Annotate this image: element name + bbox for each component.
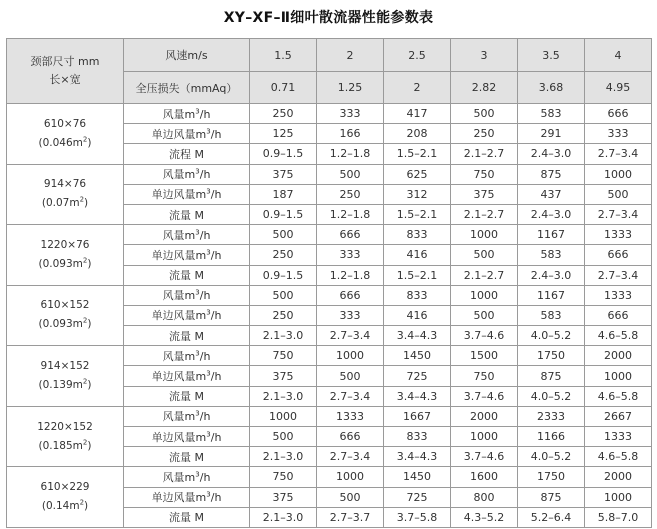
metric-label-main: 流量 M <box>169 329 204 343</box>
metric-label-main: 风量m <box>162 168 196 182</box>
value-cell: 3.7–5.8 <box>384 507 451 527</box>
metric-label-main: 单边风量m <box>151 430 207 444</box>
value-cell: 291 <box>518 124 585 144</box>
corner-header-cell <box>7 39 124 104</box>
value-cell: 583 <box>518 245 585 265</box>
value-cell: 500 <box>317 487 384 507</box>
value-cell: 250 <box>250 104 317 124</box>
metric-label-main: 流量 M <box>169 450 204 464</box>
value-cell: 500 <box>250 427 317 447</box>
size-cell <box>7 164 124 225</box>
value-cell: 166 <box>317 124 384 144</box>
value-cell: 1.5–2.1 <box>384 144 451 164</box>
metric-label-sup: 3 <box>206 248 211 257</box>
value-cell: 1000 <box>451 225 518 245</box>
table-row <box>7 164 652 184</box>
value-cell: 625 <box>384 164 451 184</box>
value-cell: 1.5–2.1 <box>384 204 451 224</box>
metric-label-sup: 3 <box>206 308 211 317</box>
metric-label-tail: /h <box>199 228 211 242</box>
metric-label-cell <box>124 225 250 245</box>
value-cell: 1.2–1.8 <box>317 144 384 164</box>
value-cell: 0.9–1.5 <box>250 204 317 224</box>
airspeed-value-cell: 4 <box>585 39 652 72</box>
value-cell: 750 <box>451 366 518 386</box>
value-cell: 333 <box>317 245 384 265</box>
size-area-sup: 2 <box>79 195 85 204</box>
size-area-prefix: (0.139m <box>38 379 83 392</box>
airspeed-value-cell: 3 <box>451 39 518 72</box>
metric-label-sup: 3 <box>206 429 211 438</box>
metric-label-main: 流量 M <box>169 269 204 283</box>
metric-label-sup: 3 <box>195 167 200 176</box>
metric-label-cell <box>124 184 250 204</box>
value-cell: 250 <box>250 245 317 265</box>
value-cell: 333 <box>317 104 384 124</box>
value-cell: 1000 <box>451 427 518 447</box>
size-area-prefix: (0.093m <box>38 257 83 270</box>
value-cell: 1000 <box>250 406 317 426</box>
value-cell: 3.7–4.6 <box>451 326 518 346</box>
metric-label-sup: 3 <box>206 127 211 136</box>
value-cell: 833 <box>384 225 451 245</box>
pressure-label: 全压损失（mmAq） <box>124 72 250 104</box>
corner-header-line2: 长×宽 <box>49 73 81 86</box>
value-cell: 437 <box>518 184 585 204</box>
metric-label-main: 单边风量m <box>151 491 207 505</box>
value-cell: 1000 <box>317 467 384 487</box>
size-area <box>7 255 123 274</box>
value-cell: 1500 <box>451 346 518 366</box>
metric-label-tail: /h <box>199 107 211 121</box>
value-cell: 833 <box>384 285 451 305</box>
metric-label-sup: 3 <box>195 470 200 479</box>
value-cell: 1333 <box>585 427 652 447</box>
value-cell: 1333 <box>585 285 652 305</box>
value-cell: 312 <box>384 184 451 204</box>
value-cell: 1600 <box>451 467 518 487</box>
metric-label-cell <box>124 245 250 265</box>
pressure-value-cell: 0.71 <box>250 72 317 104</box>
value-cell: 4.0–5.2 <box>518 386 585 406</box>
value-cell: 375 <box>250 487 317 507</box>
value-cell: 1000 <box>451 285 518 305</box>
value-cell: 725 <box>384 366 451 386</box>
airspeed-value-cell: 1.5 <box>250 39 317 72</box>
pressure-value-cell: 2 <box>384 72 451 104</box>
value-cell: 3.7–4.6 <box>451 447 518 467</box>
size-cell <box>7 225 124 286</box>
value-cell: 583 <box>518 104 585 124</box>
airspeed-value-cell: 2 <box>317 39 384 72</box>
value-cell: 666 <box>585 305 652 325</box>
value-cell: 417 <box>384 104 451 124</box>
value-cell: 3.4–4.3 <box>384 447 451 467</box>
metric-label-cell <box>124 204 250 224</box>
metric-label-sup: 3 <box>195 409 200 418</box>
value-cell: 4.6–5.8 <box>585 386 652 406</box>
value-cell: 2.7–3.4 <box>317 386 384 406</box>
size-dimensions: 610×229 <box>40 481 90 494</box>
metric-label-main: 单边风量m <box>151 370 207 384</box>
value-cell: 1.2–1.8 <box>317 265 384 285</box>
metric-label-cell <box>124 305 250 325</box>
value-cell: 666 <box>317 427 384 447</box>
table-row <box>7 225 652 245</box>
table-row <box>7 406 652 426</box>
value-cell: 1.2–1.8 <box>317 204 384 224</box>
value-cell: 2.7–3.4 <box>317 447 384 467</box>
metric-label-tail: /h <box>210 188 222 202</box>
value-cell: 583 <box>518 305 585 325</box>
metric-label-tail: /h <box>199 289 211 303</box>
metric-label-main: 流程 M <box>169 147 204 161</box>
metric-label-sup: 3 <box>195 228 200 237</box>
value-cell: 1167 <box>518 285 585 305</box>
size-area-prefix: (0.093m <box>38 318 83 331</box>
metric-label-main: 风量m <box>162 410 196 424</box>
value-cell: 1166 <box>518 427 585 447</box>
size-area-prefix: (0.14m <box>41 500 80 513</box>
value-cell: 2.1–3.0 <box>250 386 317 406</box>
metric-label-main: 流量 M <box>169 511 204 525</box>
value-cell: 250 <box>250 305 317 325</box>
value-cell: 750 <box>451 164 518 184</box>
size-area-suffix: ) <box>84 500 89 513</box>
metric-label-cell <box>124 487 250 507</box>
value-cell: 2.7–3.4 <box>317 326 384 346</box>
metric-label-tail: /h <box>210 370 222 384</box>
size-area-sup: 2 <box>82 438 88 447</box>
value-cell: 666 <box>317 285 384 305</box>
value-cell: 3.4–4.3 <box>384 386 451 406</box>
value-cell: 208 <box>384 124 451 144</box>
value-cell: 0.9–1.5 <box>250 265 317 285</box>
value-cell: 3.4–4.3 <box>384 326 451 346</box>
value-cell: 666 <box>585 245 652 265</box>
value-cell: 333 <box>317 305 384 325</box>
size-area-suffix: ) <box>84 197 89 210</box>
value-cell: 375 <box>451 184 518 204</box>
metric-label-cell <box>124 467 250 487</box>
metric-label-tail: /h <box>199 349 211 363</box>
table-row <box>7 104 652 124</box>
value-cell: 1000 <box>585 487 652 507</box>
value-cell: 2000 <box>585 467 652 487</box>
table-row <box>7 467 652 487</box>
pressure-value-cell: 3.68 <box>518 72 585 104</box>
value-cell: 1667 <box>384 406 451 426</box>
size-cell <box>7 406 124 467</box>
value-cell: 800 <box>451 487 518 507</box>
value-cell: 833 <box>384 427 451 447</box>
metric-label-main: 单边风量m <box>151 127 207 141</box>
size-area-prefix: (0.046m <box>38 136 83 149</box>
metric-label-cell <box>124 386 250 406</box>
metric-label-tail: /h <box>210 430 222 444</box>
size-area-suffix: ) <box>87 136 92 149</box>
pressure-value-cell: 4.95 <box>585 72 652 104</box>
pressure-value-cell: 1.25 <box>317 72 384 104</box>
metric-label-cell <box>124 285 250 305</box>
value-cell: 333 <box>585 124 652 144</box>
size-area-sup: 2 <box>82 377 88 386</box>
metric-label-tail: /h <box>210 248 222 262</box>
value-cell: 416 <box>384 245 451 265</box>
metric-label-tail: /h <box>199 168 211 182</box>
size-area-sup: 2 <box>82 135 88 144</box>
size-area-sup: 2 <box>82 316 88 325</box>
value-cell: 2000 <box>451 406 518 426</box>
metric-label-cell <box>124 326 250 346</box>
value-cell: 875 <box>518 366 585 386</box>
value-cell: 250 <box>451 124 518 144</box>
metric-label-sup: 3 <box>206 369 211 378</box>
size-cell <box>7 346 124 407</box>
metric-label-sup: 3 <box>195 349 200 358</box>
value-cell: 4.0–5.2 <box>518 447 585 467</box>
value-cell: 375 <box>250 366 317 386</box>
value-cell: 500 <box>585 184 652 204</box>
metric-label-main: 风量m <box>162 349 196 363</box>
table-title: XY–XF–Ⅱ细叶散流器性能参数表 <box>223 10 434 26</box>
metric-label-main: 流量 M <box>169 208 204 222</box>
metric-label-tail: /h <box>210 491 222 505</box>
metric-label-tail: /h <box>210 127 222 141</box>
header-row-airspeed <box>7 39 652 72</box>
metric-label-tail: /h <box>199 410 211 424</box>
metric-label-main: 风量m <box>162 107 196 121</box>
value-cell: 1000 <box>585 366 652 386</box>
size-dimensions: 610×152 <box>40 299 90 312</box>
size-cell <box>7 285 124 346</box>
value-cell: 2333 <box>518 406 585 426</box>
metric-label-cell <box>124 406 250 426</box>
performance-table <box>6 38 652 528</box>
metric-label-cell <box>124 366 250 386</box>
value-cell: 2.7–3.7 <box>317 507 384 527</box>
airspeed-value-cell: 2.5 <box>384 39 451 72</box>
metric-label-sup: 3 <box>206 490 211 499</box>
metric-label-cell <box>124 507 250 527</box>
size-area-sup: 2 <box>82 256 88 265</box>
value-cell: 500 <box>317 164 384 184</box>
value-cell: 875 <box>518 487 585 507</box>
value-cell: 750 <box>250 346 317 366</box>
value-cell: 4.6–5.8 <box>585 447 652 467</box>
metric-label-sup: 3 <box>195 288 200 297</box>
value-cell: 1750 <box>518 467 585 487</box>
size-dimensions: 610×76 <box>43 117 87 130</box>
value-cell: 1.5–2.1 <box>384 265 451 285</box>
value-cell: 2.1–3.0 <box>250 507 317 527</box>
metric-label-cell <box>124 447 250 467</box>
metric-label-main: 单边风量m <box>151 309 207 323</box>
size-area-suffix: ) <box>87 379 92 392</box>
value-cell: 3.7–4.6 <box>451 386 518 406</box>
value-cell: 2667 <box>585 406 652 426</box>
size-cell <box>7 104 124 165</box>
value-cell: 666 <box>585 104 652 124</box>
metric-label-main: 风量m <box>162 228 196 242</box>
value-cell: 187 <box>250 184 317 204</box>
metric-label-cell <box>124 104 250 124</box>
value-cell: 2.7–3.4 <box>585 144 652 164</box>
value-cell: 500 <box>250 225 317 245</box>
value-cell: 500 <box>250 285 317 305</box>
table-row <box>7 346 652 366</box>
corner-header-line1: 颈部尺寸 mm <box>30 55 100 68</box>
metric-label-main: 风量m <box>162 470 196 484</box>
value-cell: 4.6–5.8 <box>585 326 652 346</box>
value-cell: 2.1–2.7 <box>451 204 518 224</box>
metric-label-cell <box>124 144 250 164</box>
value-cell: 2.1–2.7 <box>451 144 518 164</box>
size-area-suffix: ) <box>87 257 92 270</box>
value-cell: 2.4–3.0 <box>518 204 585 224</box>
metric-label-main: 单边风量m <box>151 248 207 262</box>
size-area <box>7 315 123 334</box>
size-area <box>7 134 123 153</box>
value-cell: 1333 <box>317 406 384 426</box>
value-cell: 416 <box>384 305 451 325</box>
value-cell: 500 <box>451 305 518 325</box>
size-area <box>7 497 123 516</box>
value-cell: 500 <box>317 366 384 386</box>
value-cell: 2.7–3.4 <box>585 265 652 285</box>
size-area-suffix: ) <box>87 439 92 452</box>
value-cell: 0.9–1.5 <box>250 144 317 164</box>
metric-label-sup: 3 <box>195 106 200 115</box>
value-cell: 750 <box>250 467 317 487</box>
table-row <box>7 285 652 305</box>
size-area <box>7 437 123 456</box>
metric-label-tail: /h <box>210 309 222 323</box>
size-dimensions: 914×76 <box>43 178 87 191</box>
size-area <box>7 194 123 213</box>
size-cell <box>7 467 124 528</box>
metric-label-main: 风量m <box>162 289 196 303</box>
metric-label-main: 单边风量m <box>151 188 207 202</box>
size-area-prefix: (0.185m <box>38 439 83 452</box>
value-cell: 725 <box>384 487 451 507</box>
metric-label-tail: /h <box>199 470 211 484</box>
value-cell: 1450 <box>384 346 451 366</box>
value-cell: 1167 <box>518 225 585 245</box>
value-cell: 1000 <box>585 164 652 184</box>
pressure-value-cell: 2.82 <box>451 72 518 104</box>
value-cell: 5.8–7.0 <box>585 507 652 527</box>
value-cell: 500 <box>451 245 518 265</box>
value-cell: 2.4–3.0 <box>518 144 585 164</box>
value-cell: 2.1–3.0 <box>250 447 317 467</box>
metric-label-main: 流量 M <box>169 390 204 404</box>
value-cell: 1450 <box>384 467 451 487</box>
metric-label-cell <box>124 265 250 285</box>
value-cell: 2.4–3.0 <box>518 265 585 285</box>
value-cell: 500 <box>451 104 518 124</box>
value-cell: 1750 <box>518 346 585 366</box>
value-cell: 2.1–3.0 <box>250 326 317 346</box>
metric-label-cell <box>124 164 250 184</box>
size-dimensions: 1220×76 <box>40 238 90 251</box>
size-area-suffix: ) <box>87 318 92 331</box>
metric-label-cell <box>124 124 250 144</box>
value-cell: 4.3–5.2 <box>451 507 518 527</box>
value-cell: 666 <box>317 225 384 245</box>
value-cell: 250 <box>317 184 384 204</box>
value-cell: 5.2–6.4 <box>518 507 585 527</box>
size-dimensions: 1220×152 <box>37 420 93 433</box>
value-cell: 1333 <box>585 225 652 245</box>
value-cell: 1000 <box>317 346 384 366</box>
size-area-prefix: (0.07m <box>41 197 80 210</box>
value-cell: 4.0–5.2 <box>518 326 585 346</box>
airspeed-value-cell: 3.5 <box>518 39 585 72</box>
metric-label-cell <box>124 346 250 366</box>
size-dimensions: 914×152 <box>40 360 90 373</box>
metric-label-sup: 3 <box>206 187 211 196</box>
size-area <box>7 376 123 395</box>
airspeed-label: 风速m/s <box>124 39 250 72</box>
value-cell: 2000 <box>585 346 652 366</box>
value-cell: 875 <box>518 164 585 184</box>
value-cell: 2.7–3.4 <box>585 204 652 224</box>
size-area-sup: 2 <box>79 498 85 507</box>
value-cell: 125 <box>250 124 317 144</box>
metric-label-cell <box>124 427 250 447</box>
table-body <box>7 39 652 528</box>
value-cell: 375 <box>250 164 317 184</box>
value-cell: 2.1–2.7 <box>451 265 518 285</box>
